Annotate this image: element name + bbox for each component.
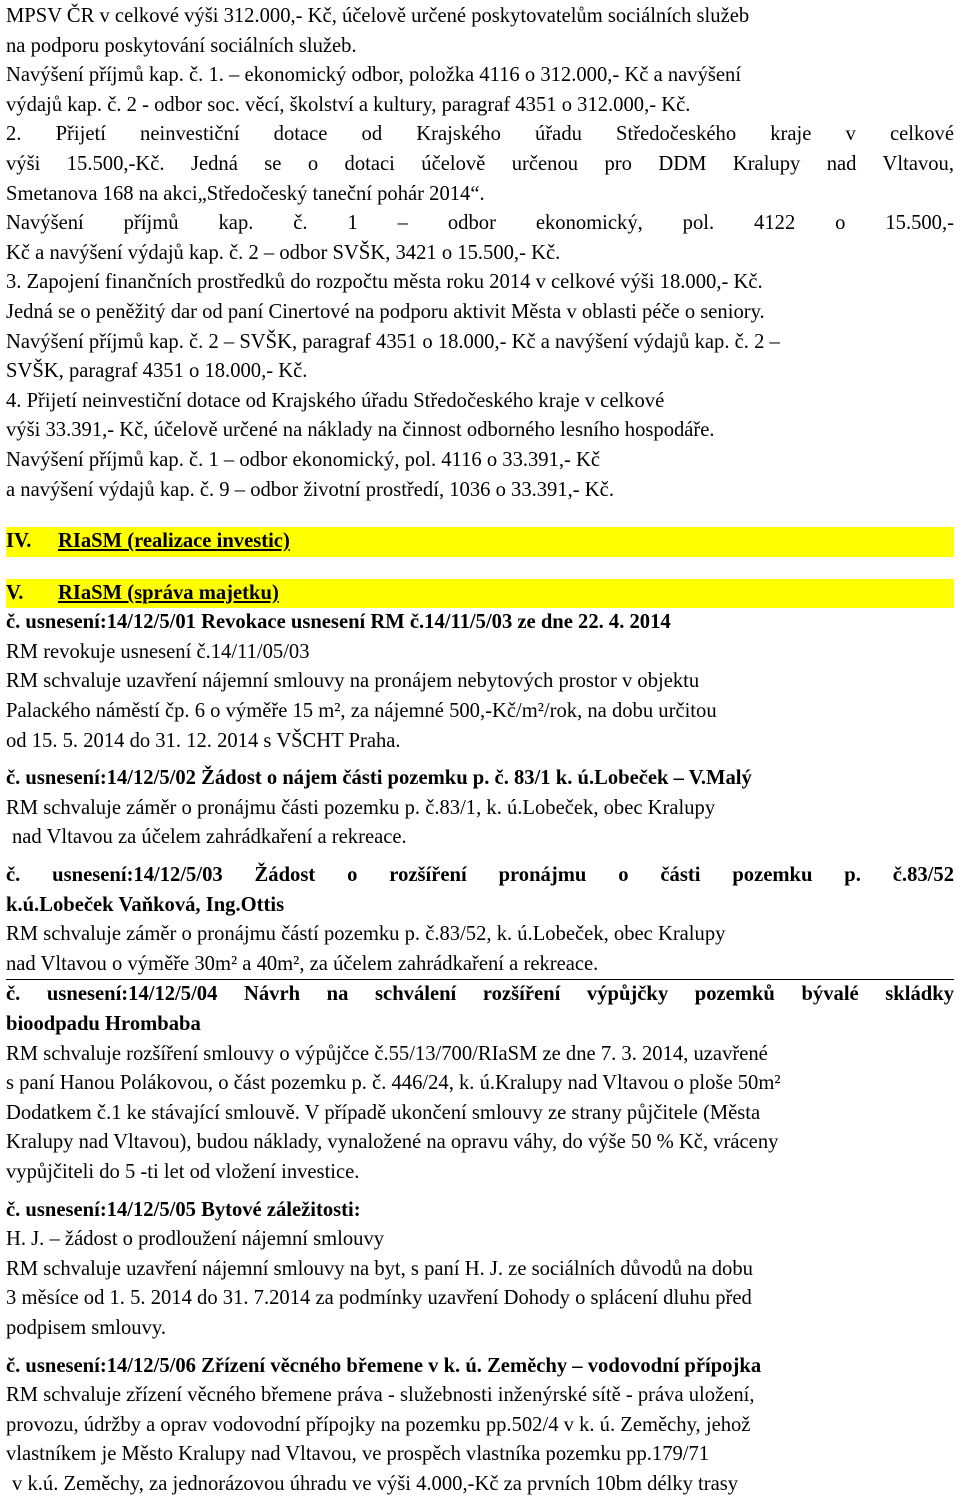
text-line: Kralupy nad Vltavou), budou náklady, vynaložené na opravu váhy, do výše 50 % Kč, vráceny — [6, 1131, 779, 1154]
text-line: Navýšení příjmů kap. č. 1 – odbor ekonomický, pol. 4122 o 15.500,- — [6, 212, 954, 235]
resolution-heading: č. usnesení:14/12/5/04 Návrh na schválení rozšíření výpůjčky pozemků bývalé skládky — [6, 983, 954, 1006]
text-line: RM schvaluje uzavření nájemní smlouvy na pronájem nebytových prostor v objektu — [6, 670, 700, 693]
text-line: RM revokuje usnesení č.14/11/05/03 — [6, 640, 310, 663]
text-line: 4. Přijetí neinvestiční dotace od Krajského úřadu Středočeského kraje v celkové — [6, 389, 665, 412]
text-line: na podporu poskytování sociálních služeb. — [6, 34, 357, 57]
section-title: RIaSM (realizace investic) — [58, 530, 290, 553]
resolution-heading: č. usnesení:14/12/5/03 Žádost o rozšíření pronájmu o části pozemku p. č.83/52 — [6, 864, 954, 887]
text-line: podpisem smlouvy. — [6, 1316, 166, 1339]
section-number: V. — [6, 581, 24, 604]
text-line: MPSV ČR v celkové výši 312.000,- Kč, účelově určené poskytovatelům sociálních služeb — [6, 5, 750, 27]
text-line: RM schvaluje rozšíření smlouvy o výpůjčce č.55/13/700/RIaSM ze dne 7. 3. 2014, uzavřené — [6, 1042, 768, 1065]
text-line: RM schvaluje záměr o pronájmu částí pozemku p. č.83/52, k. ú.Lobeček, obec Kralupy — [6, 923, 726, 946]
text-line: 2. Přijetí neinvestiční dotace od Krajského úřadu Středočeského kraje v celkové — [6, 123, 954, 146]
resolution-heading: č. usnesení:14/12/5/05 Bytové záležitosti: — [6, 1198, 361, 1221]
resolution-heading: k.ú.Lobeček Vaňková, Ing.Ottis — [6, 893, 285, 916]
text-line: v k.ú. Zeměchy, za jednorázovou úhradu ve výši 4.000,-Kč za prvních 10bm délky trasy — [12, 1472, 739, 1495]
resolution-heading: bioodpadu Hrombaba — [6, 1013, 201, 1035]
text-line: výši 33.391,- Kč, účelově určené na náklady na činnost odborného lesního hospodáře. — [6, 419, 715, 442]
text-line: Navýšení příjmů kap. č. 2 – SVŠK, paragraf 4351 o 18.000,- Kč a navýšení výdajů kap. č. 2 – — [6, 330, 780, 353]
text-line: 3. Zapojení finančních prostředků do rozpočtu města roku 2014 v celkové výši 18.000,- Kč. — [6, 271, 763, 294]
text-line: a navýšení výdajů kap. č. 9 – odbor životní prostředí, 1036 o 33.391,- Kč. — [6, 478, 614, 501]
text-line: SVŠK, paragraf 4351 o 18.000,- Kč. — [6, 360, 308, 383]
resolution-heading: č. usnesení:14/12/5/02 Žádost o nájem části pozemku p. č. 83/1 k. ú.Lobeček – V.Malý — [6, 767, 752, 790]
section-heading-iv — [6, 527, 954, 557]
text-line: H. J. – žádost o prodloužení nájemní smlouvy — [6, 1228, 385, 1251]
text-line: výši 15.500,-Kč. Jedná se o dotaci účelově určenou pro DDM Kralupy nad Vltavou, — [6, 152, 954, 175]
text-line: Palackého náměstí čp. 6 o výměře 15 m², za nájemné 500,-Kč/m²/rok, na dobu určitou — [6, 700, 717, 723]
text-line: RM schvaluje zřízení věcného břemene práva - služebnosti inženýrské sítě - práva uložení, — [6, 1384, 755, 1407]
section-heading-v — [6, 579, 954, 609]
text-line: Dodatkem č.1 ke stávající smlouvě. V případě ukončení smlouvy ze strany půjčitele (Města — [6, 1101, 761, 1124]
text-line: provozu, údržby a oprav vodovodní přípojky na pozemku pp.502/4 v k. ú. Zeměchy, jehož — [6, 1413, 751, 1436]
text-line: výdajů kap. č. 2 - odbor soc. věcí, školství a kultury, paragraf 4351 o 312.000,- Kč. — [6, 93, 691, 116]
text-line: nad Vltavou za účelem zahrádkaření a rekreace. — [12, 826, 407, 849]
text-line: Navýšení příjmů kap. č. 1 – odbor ekonomický, pol. 4116 o 33.391,- Kč — [6, 448, 601, 471]
text-line: vypůjčiteli do 5 -ti let od vložení investice. — [6, 1160, 360, 1183]
section-number: IV. — [6, 530, 32, 553]
text-line: vlastníkem je Město Kralupy nad Vltavou, ve prospěch vlastníka pozemku pp.179/71 — [6, 1443, 710, 1466]
resolution-heading: č. usnesení:14/12/5/06 Zřízení věcného břemene v k. ú. Zeměchy – vodovodní přípojka — [6, 1354, 762, 1377]
text-line: nad Vltavou o výměře 30m² a 40m², za účelem zahrádkaření a rekreace. — [6, 952, 599, 975]
text-line: RM schvaluje uzavření nájemní smlouvy na byt, s paní H. J. ze sociálních důvodů na dobu — [6, 1257, 753, 1280]
resolution-heading: č. usnesení:14/12/5/01 Revokace usnesení RM č.14/11/5/03 ze dne 22. 4. 2014 — [6, 611, 671, 634]
text-line: RM schvaluje záměr o pronájmu části pozemku p. č.83/1, k. ú.Lobeček, obec Kralupy — [6, 796, 716, 819]
text-line: Kč a navýšení výdajů kap. č. 2 – odbor SVŠK, 3421 o 15.500,- Kč. — [6, 241, 561, 264]
text-line: Navýšení příjmů kap. č. 1. – ekonomický odbor, položka 4116 o 312.000,- Kč a navýšení — [6, 64, 742, 87]
text-line: Jedná se o peněžitý dar od paní Cinertové na podporu aktivit Města v oblasti péče o seniory. — [6, 300, 765, 323]
text-line: od 15. 5. 2014 do 31. 12. 2014 s VŠCHT Praha. — [6, 729, 401, 752]
section-title: RIaSM (správa majetku) — [58, 581, 279, 604]
text-line: 3 měsíce od 1. 5. 2014 do 31. 7.2014 za podmínky uzavření Dohody o splácení dluhu před — [6, 1287, 752, 1310]
text-line: Smetanova 168 na akci„Středočeský taneční pohár 2014“. — [6, 182, 485, 205]
text-line: s paní Hanou Polákovou, o část pozemku p. č. 446/24, k. ú.Kralupy nad Vltavou o ploše 50m² — [6, 1072, 781, 1095]
